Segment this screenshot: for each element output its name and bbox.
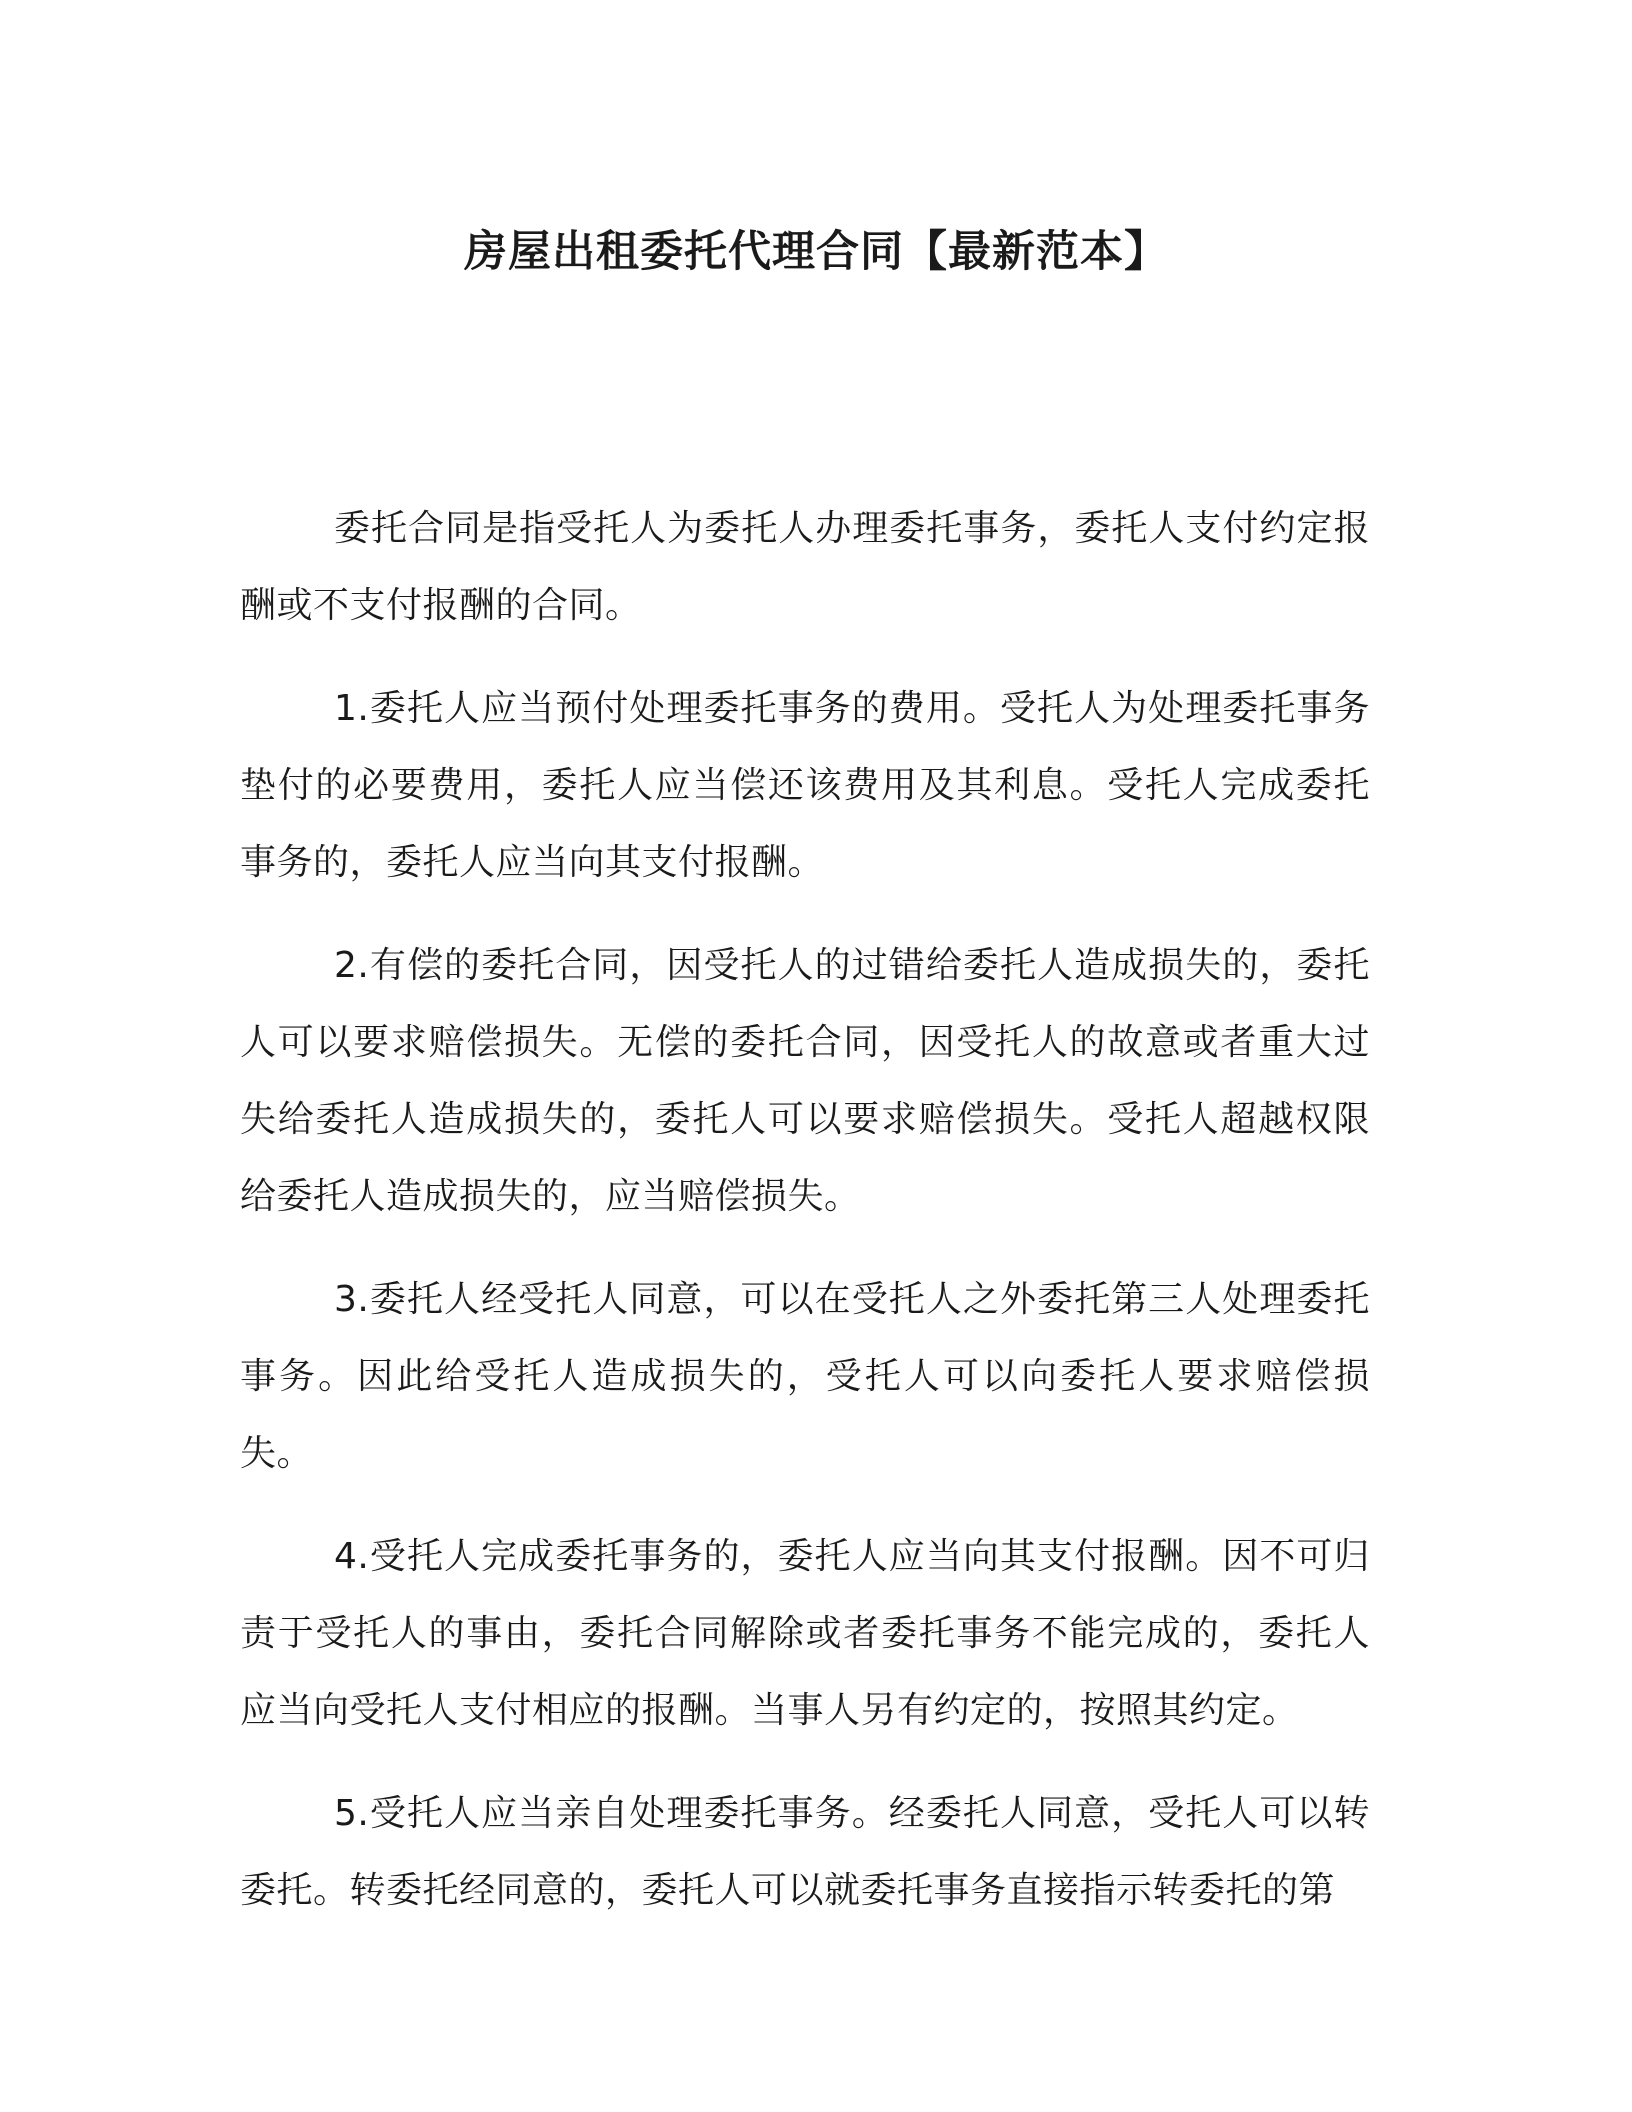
paragraph-clause-5: 5.受托人应当亲自处理委托事务。经委托人同意，受托人可以转委托。转委托经同意的，委托人可以就委托事务直接指示转委托的第 <box>240 1793 1370 1911</box>
paragraph-clause-4: 4.受托人完成委托事务的，委托人应当向其支付报酬。因不可归责于受托人的事由，委托合同解除或者委托事务不能完成的，委托人应当向受托人支付相应的报酬。当事人另有约定的，按照其约定。 <box>240 1536 1370 1731</box>
paragraph-intro: 委托合同是指受托人为委托人办理委托事务，委托人支付约定报酬或不支付报酬的合同。 <box>240 508 1370 626</box>
document-body <box>240 490 1370 1955</box>
document-title: 房屋出租委托代理合同【最新范本】 <box>464 227 1168 277</box>
paragraph-clause-3: 3.委托人经受托人同意，可以在受托人之外委托第三人处理委托事务。因此给受托人造成损失的，受托人可以向委托人要求赔偿损失。 <box>240 1279 1370 1474</box>
paragraph-clause-2: 2.有偿的委托合同，因受托人的过错给委托人造成损失的，委托人可以要求赔偿损失。无偿的委托合同，因受托人的故意或者重大过失给委托人造成损失的，委托人可以要求赔偿损失。受托人超越权限给委托人造成损失的，应当赔偿损失。 <box>240 945 1370 1217</box>
paragraph-clause-1: 1.委托人应当预付处理委托事务的费用。受托人为处理委托事务垫付的必要费用，委托人应当偿还该费用及其利息。受托人完成委托事务的，委托人应当向其支付报酬。 <box>240 688 1370 883</box>
